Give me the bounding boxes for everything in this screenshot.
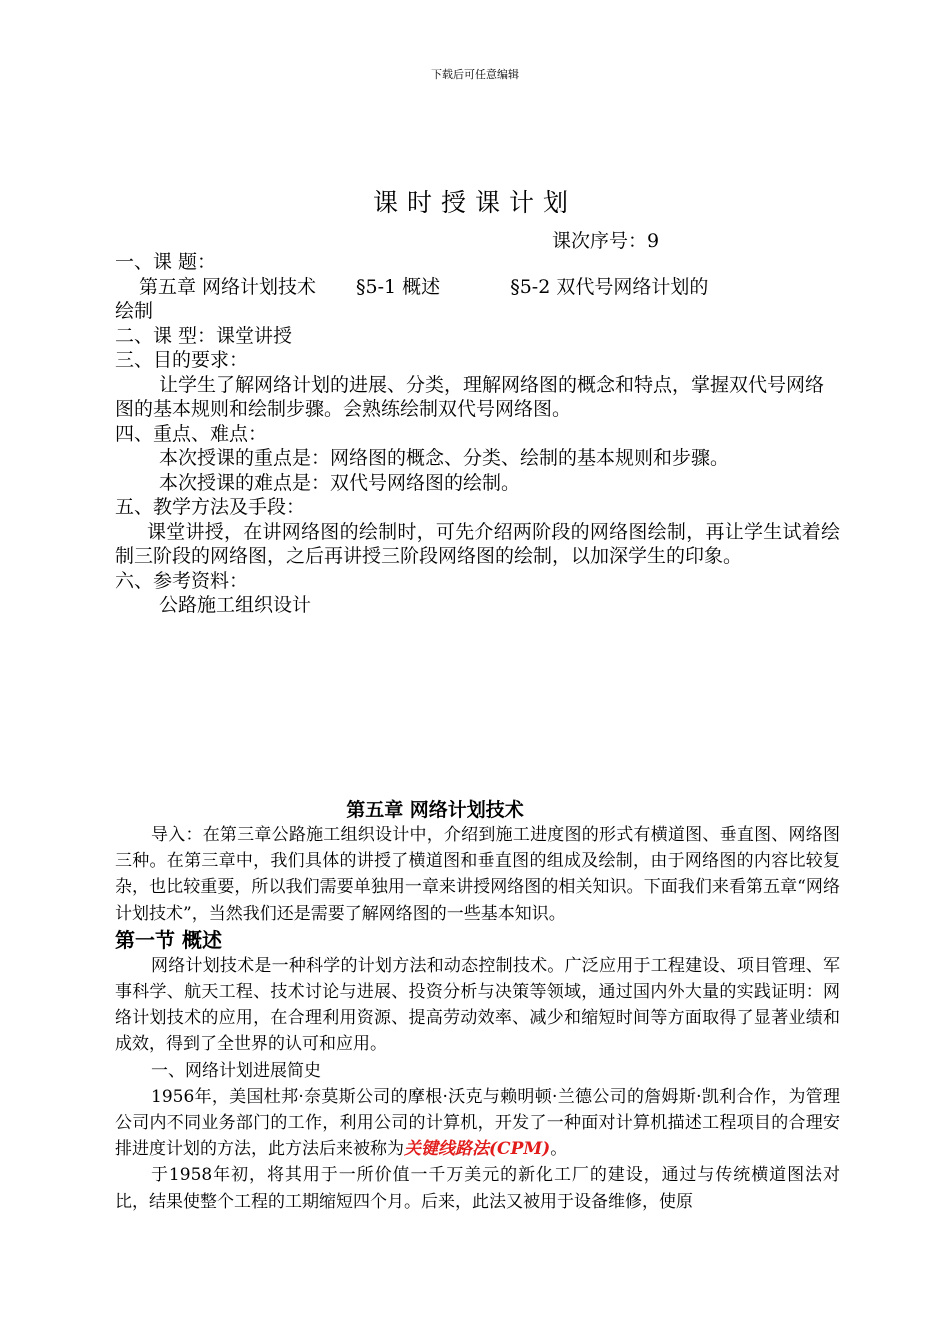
section-paragraph: 网络计划技术是一种科学的计划方法和动态控制技术。广泛应用于工程建设、项目管理、军事科学、航天工程、技术讨论与进展、投资分析与决策等领域，通过国内外大量的实践证明：网络计划技术的应用，在合理利用资源、提高劳动效率、减少和缩短时间等方面取得了显著业绩和成效，得到了全世界的认可和应用。 xyxy=(115,955,840,1055)
method-text: 课堂讲授，在讲网络图的绘制时，可先介绍两阶段的网络图绘制，再让学生试着绘制三阶段的网络图，之后再讲授三阶段网络图的绘制，以加深学生的印象。 xyxy=(115,520,840,567)
history-paragraph-1 xyxy=(115,1084,840,1163)
chapter-body xyxy=(115,822,840,1215)
cpm-highlight: 关键线路法(CPM) xyxy=(404,1139,551,1160)
reference-text: 公路施工组织设计 xyxy=(159,594,312,616)
goal-heading: 三、目的要求： xyxy=(115,349,249,371)
key-point: 本次授课的重点是：网络图的概念、分类、绘制的基本规则和步骤。 xyxy=(159,447,730,469)
lesson-type: 二、课 型：课堂讲授 xyxy=(115,324,293,347)
difficulty-point: 本次授课的难点是：双代号网络图的绘制。 xyxy=(159,471,521,494)
page-title: 课时授课计划 xyxy=(372,188,577,217)
history-end: 。 xyxy=(550,1139,568,1160)
lesson-sequence: 课次序号：9 xyxy=(552,230,660,252)
key-heading: 四、重点、难点： xyxy=(115,422,268,445)
reference-heading: 六、参考资料： xyxy=(115,569,249,592)
chapter-title: 第五章 网络计划技术 xyxy=(346,799,524,821)
history-text: 1956年，美国杜邦·奈莫斯公司的摩根·沃克与赖明顿·兰德公司的詹姆斯·凯利合作，为管理公司内不同业务部门的工作，利用公司的计算机，开发了一种面对计算机描述工程项目的合理安排进度计划的方法，此方法后来被称为 xyxy=(115,1086,840,1160)
lesson-plan xyxy=(115,250,840,618)
topic-chapter: 第五章 网络计划技术 xyxy=(139,275,317,298)
section-title: 第一节 概述 xyxy=(115,927,222,952)
header-note: 下载后可任意编辑 xyxy=(431,68,519,81)
subsection-title: 一、网络计划进展简史 xyxy=(151,1060,321,1081)
intro-paragraph: 导入：在第三章公路施工组织设计中，介绍到施工进度图的形式有横道图、垂直图、网络图三种。在第三章中，我们具体的讲授了横道图和垂直图的组成及绘制，由于网络图的内容比较复杂，也比较重要，所以我们需要单独用一章来讲授网络图的相关知识。下面我们来看第五章“网络计划技术”，当然我们还是需要了解网络图的一些基本知识。 xyxy=(115,825,840,924)
goal-text: 让学生了解网络计划的进展、分类，理解网络图的概念和特点，掌握双代号网络图的基本规则和绘制步骤。会熟练绘制双代号网络图。 xyxy=(115,373,825,420)
topic-line xyxy=(115,275,840,300)
topic-heading: 一、课 题： xyxy=(115,251,217,273)
topic-tail: 绘制 xyxy=(115,300,154,322)
topic-section-1: §5-1 概述 xyxy=(356,275,441,298)
history-paragraph-2: 于1958年初，将其用于一所价值一千万美元的新化工厂的建设，通过与传统横道图法对比，结果使整个工程的工期缩短四个月。后来，此法又被用于设备维修，使原 xyxy=(115,1165,840,1212)
method-heading: 五、教学方法及手段： xyxy=(115,496,306,518)
topic-section-2: §5-2 双代号网络计划的 xyxy=(510,275,709,298)
